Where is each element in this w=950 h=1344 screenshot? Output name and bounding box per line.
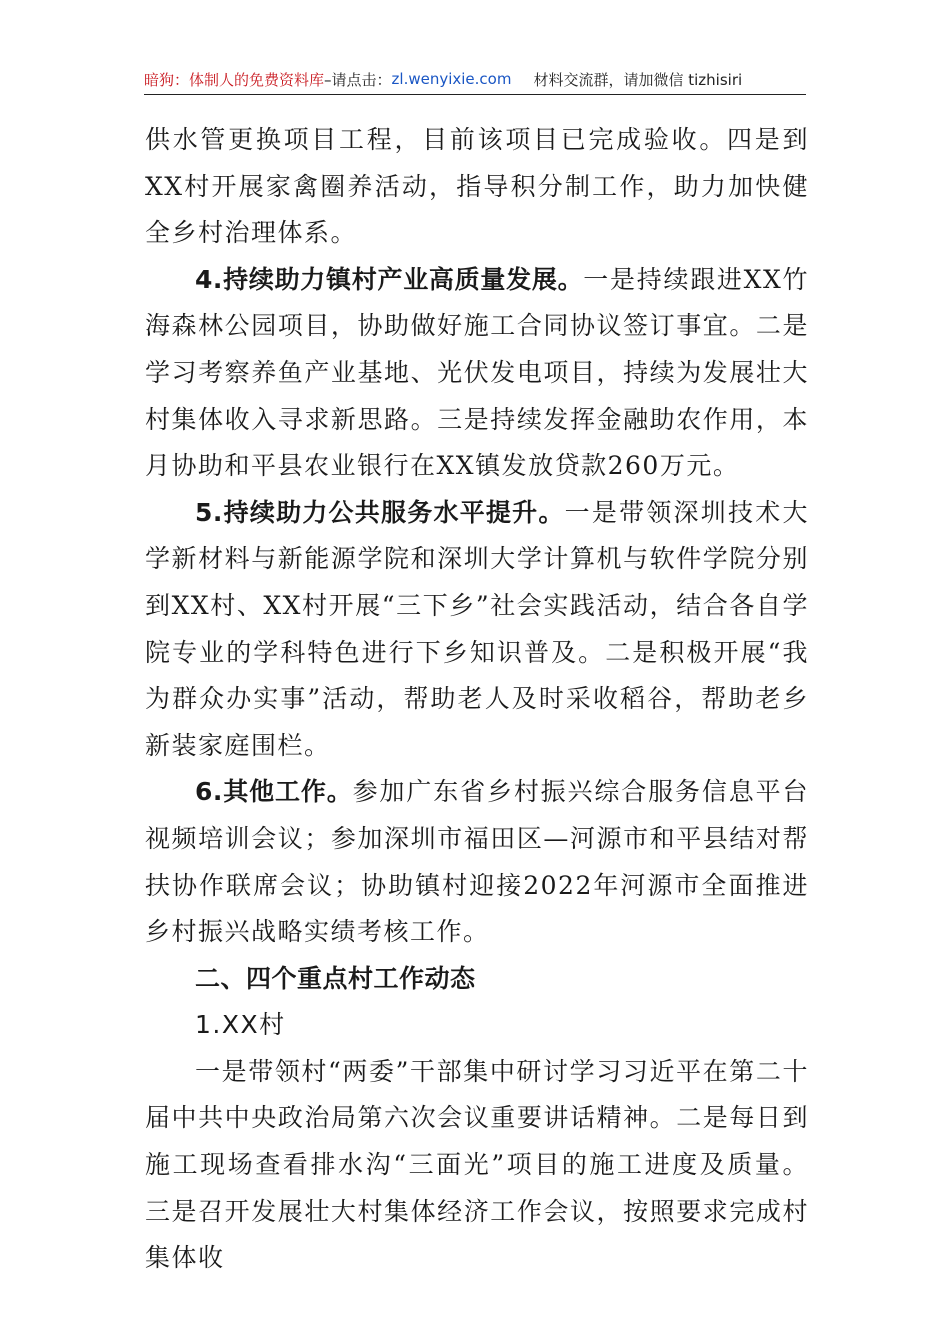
header-url-link[interactable]: zl.wenyixie.com — [391, 70, 512, 88]
item-5-text: 一是带领深圳技术大学新材料与新能源学院和深圳大学计算机与软件学院分别到XX村、XX村开展“三下乡”社会实践活动，结合各自学院专业的学科特色进行下乡知识普及。二是积极开展“我为群众办实事”活动，帮助老人及时采收稻谷，帮助老乡新装家庭围栏。 — [145, 497, 809, 760]
item-4-text: 一是持续跟进XX竹海森林公园项目，协助做好施工合同协议签订事宜。二是学习考察养鱼产业基地、光伏发电项目，持续为发展壮大村集体收入寻求新思路。三是持续发挥金融助农作用，本月协助和平县农业银行在XX镇发放贷款260万元。 — [145, 264, 809, 481]
paragraph-village-1: 一是带领村“两委”干部集中研讨学习习近平在第二十届中共中央政治局第六次会议重要讲话精神。二是每日到施工现场查看排水沟“三面光”项目的施工进度及质量。三是召开发展壮大村集体经济工作会议，按照要求完成村集体收 — [145, 1056, 809, 1273]
item-5-title: 5.持续助力公共服务水平提升。 — [195, 497, 565, 527]
header-click-prompt: –请点击： — [324, 70, 392, 89]
item-6-title: 6.其他工作。 — [195, 777, 353, 807]
header-wechat-note: 材料交流群，请加微信 tizhisiri — [533, 70, 743, 89]
paragraph-1: 供水管更换项目工程，目前该项目已完成验收。四是到XX村开展家禽圈养活动，指导积分制工作，助力加快健全乡村治理体系。 — [145, 125, 809, 248]
item-4-title: 4.持续助力镇村产业高质量发展。 — [195, 264, 584, 294]
paragraph-item-6 — [145, 769, 809, 955]
subsection-heading-1: 1.XX村 — [195, 1010, 286, 1040]
page-header — [144, 64, 806, 95]
item-6-text: 参加广东省乡村振兴综合服务信息平台视频培训会议；参加深圳市福田区—河源市和平县结对帮扶协作联席会议；协助镇村迎接2022年河源市全面推进乡村振兴战略实绩考核工作。 — [145, 777, 809, 947]
paragraph-item-5 — [145, 490, 809, 770]
header-site-name: 暗狗：体制人的免费资料库 — [144, 70, 325, 89]
section-heading-2: 二、四个重点村工作动态 — [195, 963, 476, 993]
paragraph-item-4 — [145, 257, 809, 490]
document-body — [145, 117, 809, 1282]
